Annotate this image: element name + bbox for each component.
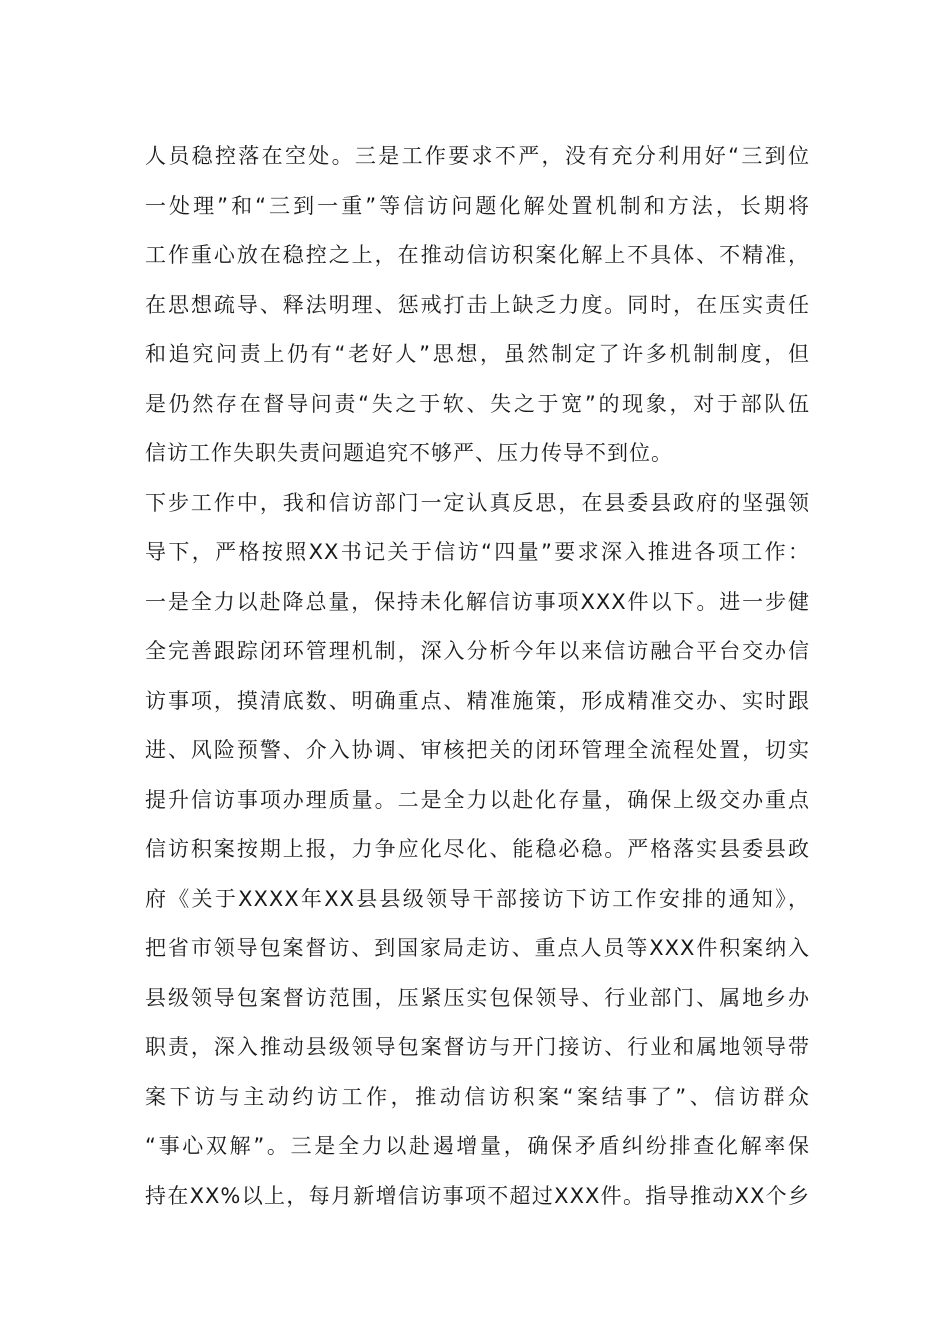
- text-line: 把省市领导包案督访、到国家局走访、重点人员等XXX件积案纳入: [145, 936, 810, 960]
- text-line: 是仍然存在督导问责“失之于软、失之于宽”的现象，对于部队伍: [145, 391, 810, 416]
- text-line: 在思想疏导、释法明理、惩戒打击上缺乏力度。同时，在压实责任: [145, 292, 810, 317]
- text-line: 工作重心放在稳控之上，在推动信访积案化解上不具体、不精准，: [145, 243, 810, 267]
- text-line: 全完善跟踪闭环管理机制，深入分析今年以来信访融合平台交办信: [145, 639, 810, 663]
- text-line: 一是全力以赴降总量，保持未化解信访事项XXX件以下。进一步健: [145, 589, 810, 614]
- text-line: “事心双解”。三是全力以赴遏增量，确保矛盾纠纷排查化解率保: [145, 1134, 810, 1158]
- paragraph-2: [145, 479, 810, 1222]
- text-line: 提升信访事项办理质量。二是全力以赴化存量，确保上级交办重点: [145, 787, 810, 812]
- text-line: 县级领导包案督访范围，压紧压实包保领导、行业部门、属地乡办: [145, 985, 810, 1010]
- text-line: 下步工作中，我和信访部门一定认真反思，在县委县政府的坚强领: [145, 490, 810, 515]
- text-line: 府《关于XXXX年XX县县级领导干部接访下访工作安排的通知》，: [145, 886, 810, 911]
- text-line: 职责，深入推动县级领导包案督访与开门接访、行业和属地领导带: [145, 1035, 810, 1059]
- text-line: 持在XX%以上，每月新增信访事项不超过XXX件。指导推动XX个乡: [145, 1183, 810, 1208]
- text-line: 导下，严格按照XX书记关于信访“四量”要求深入推进各项工作：: [145, 540, 810, 564]
- text-line: 一处理”和“三到一重”等信访问题化解处置机制和方法，长期将: [145, 193, 810, 218]
- text-line: 案下访与主动约访工作，推动信访积案“案结事了”、信访群众: [145, 1084, 810, 1109]
- text-line: 信访工作失职失责问题追究不够严、压力传导不到位。: [145, 441, 673, 465]
- text-line: 访事项，摸清底数、明确重点、精准施策，形成精准交办、实时跟: [145, 688, 810, 713]
- document-body: [145, 132, 810, 1221]
- text-line: 人员稳控落在空处。三是工作要求不严，没有充分利用好“三到位: [145, 144, 810, 168]
- text-line: 和追究问责上仍有“老好人”思想，虽然制定了许多机制制度，但: [145, 342, 810, 366]
- text-line: 信访积案按期上报，力争应化尽化、能稳必稳。严格落实县委县政: [145, 837, 810, 861]
- text-line: 进、风险预警、介入协调、审核把关的闭环管理全流程处置，切实: [145, 738, 810, 762]
- paragraph-1: [145, 132, 810, 479]
